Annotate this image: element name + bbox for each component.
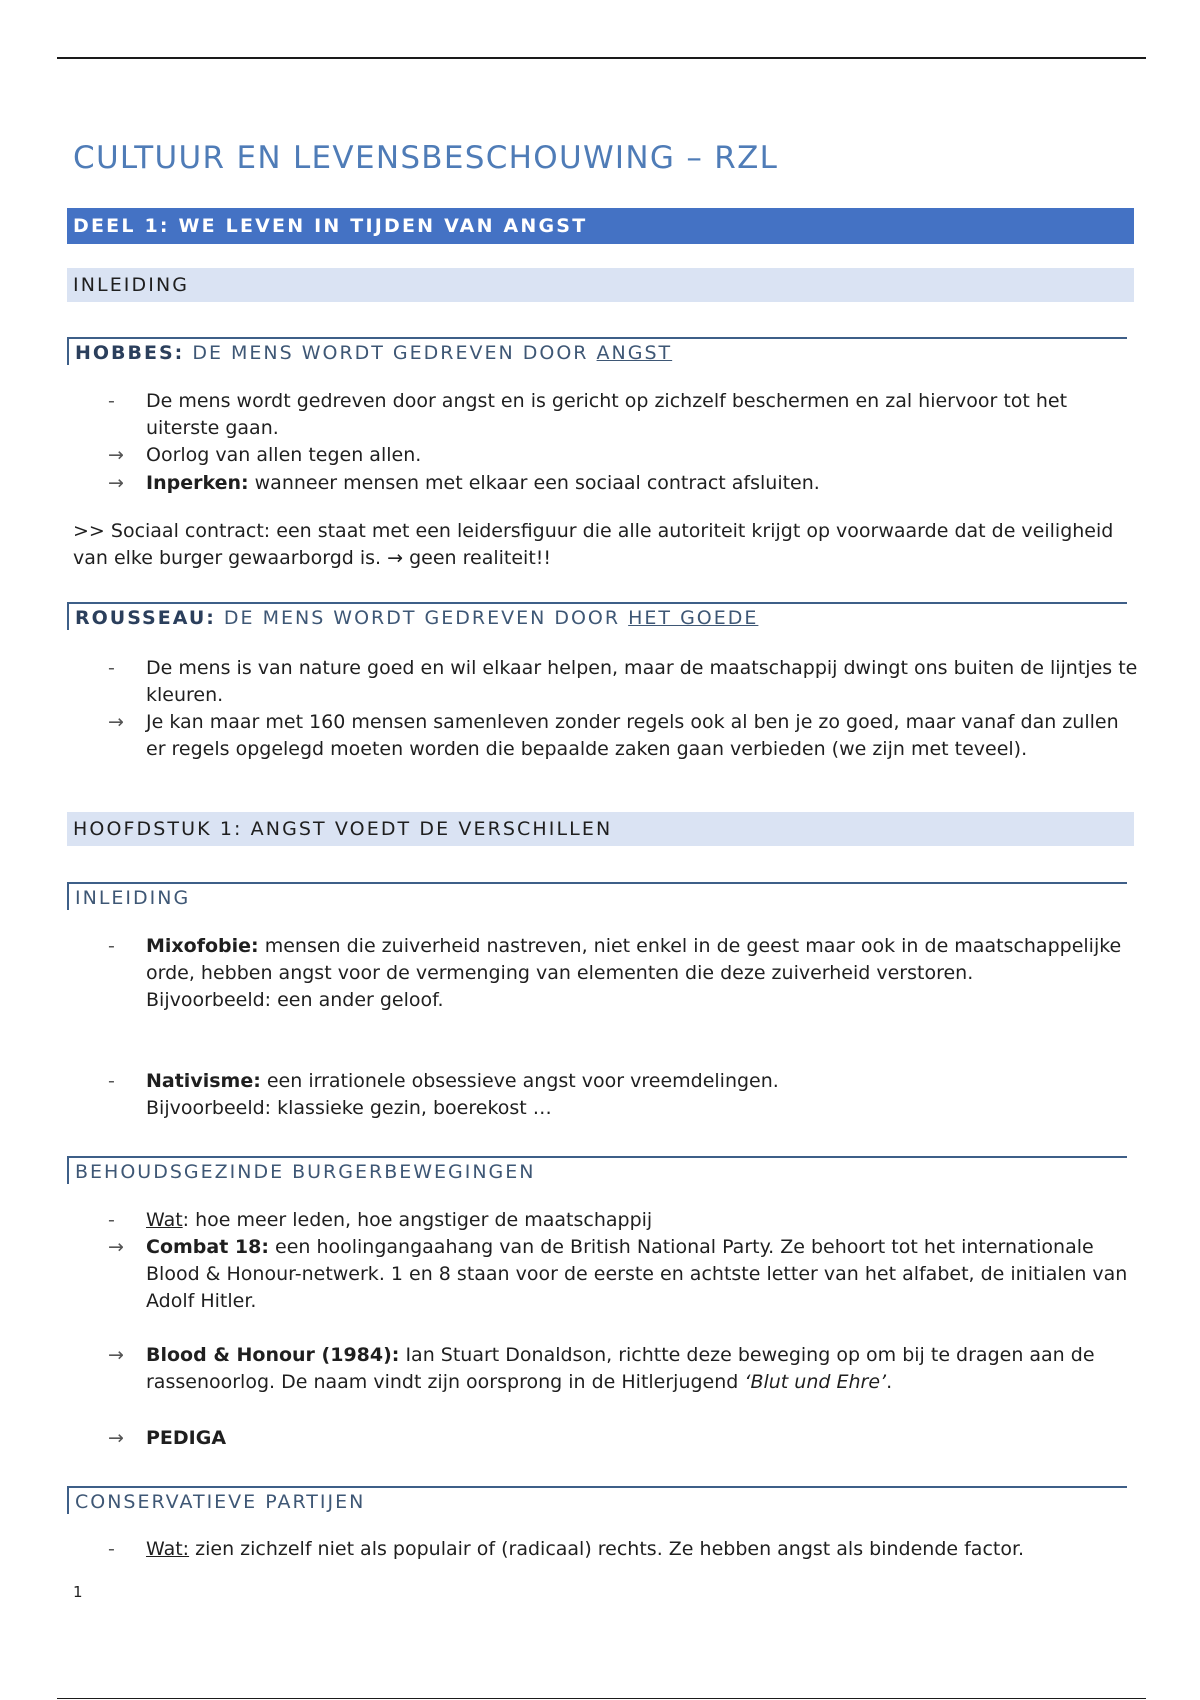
list-item (108, 388, 1138, 442)
dash-marker: - (108, 390, 115, 412)
hobbes-arrow-2-label: Inperken: (146, 472, 249, 494)
rousseau-name: ROUSSEAU: (75, 607, 216, 629)
list-item (108, 933, 1138, 1014)
subheading-inleiding (67, 882, 1127, 910)
arrow-marker: → (108, 1427, 124, 1449)
section-band-inleiding: INLEIDING (67, 268, 1134, 302)
arrow-marker: → (108, 711, 124, 733)
dash-marker: - (108, 1209, 115, 1231)
list-item (108, 655, 1138, 709)
blood-label: Blood & Honour (1984): (146, 1344, 400, 1366)
pediga-label: PEDIGA (146, 1427, 227, 1449)
list-item (108, 1068, 1138, 1122)
mixofobie-text: mensen die zuiverheid nastreven, niet enkel in de geest maar ook in de maatschappelijke orde, hebben angst voor de vermenging van elementen die deze zuiverheid verstoren. (146, 935, 1122, 984)
document-title: CULTUUR EN LEVENSBESCHOUWING – RZL (73, 140, 779, 176)
list-item (108, 1207, 1138, 1234)
list-item (108, 470, 1138, 497)
mixofobie-example: Bijvoorbeeld: een ander geloof. (146, 989, 444, 1011)
dash-marker: - (108, 935, 115, 957)
subheading-hobbes (67, 337, 1127, 365)
hobbes-heading-text: DE MENS WORDT GEDREVEN DOOR (192, 342, 589, 364)
mixofobie-label: Mixofobie: (146, 935, 259, 957)
nativisme-label: Nativisme: (146, 1070, 261, 1092)
list-item (108, 1234, 1138, 1315)
arrow-marker: → (108, 444, 124, 466)
list-item (108, 1425, 1138, 1452)
top-rule (57, 57, 1146, 59)
dash-marker: - (108, 1070, 115, 1092)
dash-marker: - (108, 657, 115, 679)
bottom-rule (57, 1698, 1146, 1699)
conservatieve-wat-label: Wat: (146, 1538, 190, 1560)
hobbes-heading-underlined: ANGST (596, 342, 673, 364)
list-item (108, 1536, 1138, 1563)
rousseau-bullet-1: De mens is van nature goed en wil elkaar helpen, maar de maatschappij dwingt ons buiten de lijntjes te kleuren. (146, 657, 1138, 706)
wat-text: : hoe meer leden, hoe angstiger de maatschappij (182, 1209, 653, 1231)
nativisme-text: een irrationele obsessieve angst voor vreemdelingen. (266, 1070, 779, 1092)
arrow-marker: → (108, 1236, 124, 1258)
blood-text: Ian Stuart Donaldson, richtte deze beweging op om bij te dragen aan de rassenoorlog. De naam vindt zijn oorsprong in de Hitlerjugend (146, 1344, 1095, 1393)
dash-marker: - (108, 1538, 115, 1560)
behoudsgezinde-heading-text: BEHOUDSGEZINDE BURGERBEWEGINGEN (75, 1161, 536, 1183)
wat-label: Wat (146, 1209, 183, 1231)
arrow-marker: → (108, 1344, 124, 1366)
list-item (108, 1342, 1138, 1396)
rousseau-heading-underlined: HET GOEDE (628, 607, 759, 629)
list-item (108, 442, 1138, 469)
conservatieve-heading-text: CONSERVATIEVE PARTIJEN (75, 1491, 366, 1513)
list-item (108, 709, 1138, 763)
arrow-marker: → (108, 472, 124, 494)
combat-text: een hoolingangaahang van de British National Party. Ze behoort tot het internationale Blood & Honour-netwerk. 1 en 8 staan voor de eerste en achtste letter van het alfabet, de initialen van Adolf Hitler. (146, 1236, 1128, 1312)
conservatieve-wat-text: zien zichzelf niet als populair of (radicaal) rechts. Ze hebben angst als bindende factor. (195, 1538, 1025, 1560)
part-heading: DEEL 1: WE LEVEN IN TIJDEN VAN ANGST (67, 208, 1134, 244)
hobbes-paragraph: >> Sociaal contract: een staat met een leidersfiguur die alle autoriteit krijgt op voorwaarde dat de veiligheid van elke burger gewaarborgd is. → geen realiteit!! (73, 520, 1114, 569)
inleiding-heading-text: INLEIDING (75, 887, 191, 909)
page-number: 1 (73, 1583, 83, 1601)
subheading-conservatieve (67, 1486, 1127, 1514)
section-band-hoofdstuk-1: HOOFDSTUK 1: ANGST VOEDT DE VERSCHILLEN (67, 812, 1134, 846)
blood-italic: ‘Blut und Ehre’ (744, 1371, 887, 1393)
hobbes-arrow-1: Oorlog van allen tegen allen. (146, 444, 422, 466)
combat-label: Combat 18: (146, 1236, 269, 1258)
hobbes-arrow-2-text: wanneer mensen met elkaar een sociaal contract afsluiten. (254, 472, 820, 494)
subheading-behoudsgezinde (67, 1156, 1127, 1184)
blood-end: . (886, 1371, 893, 1393)
rousseau-arrow-1: Je kan maar met 160 mensen samenleven zonder regels ook al ben je zo goed, maar vanaf dan zullen er regels opgelegd moeten worden die bepaalde zaken gaan verbieden (we zijn met teveel). (146, 711, 1119, 760)
rousseau-heading-text: DE MENS WORDT GEDREVEN DOOR (223, 607, 621, 629)
nativisme-example: Bijvoorbeeld: klassieke gezin, boerekost … (146, 1097, 552, 1119)
hobbes-bullet-1: De mens wordt gedreven door angst en is gericht op zichzelf beschermen en zal hiervoor tot het uiterste gaan. (146, 390, 1068, 439)
subheading-rousseau (67, 602, 1127, 630)
hobbes-name: HOBBES: (75, 342, 185, 364)
